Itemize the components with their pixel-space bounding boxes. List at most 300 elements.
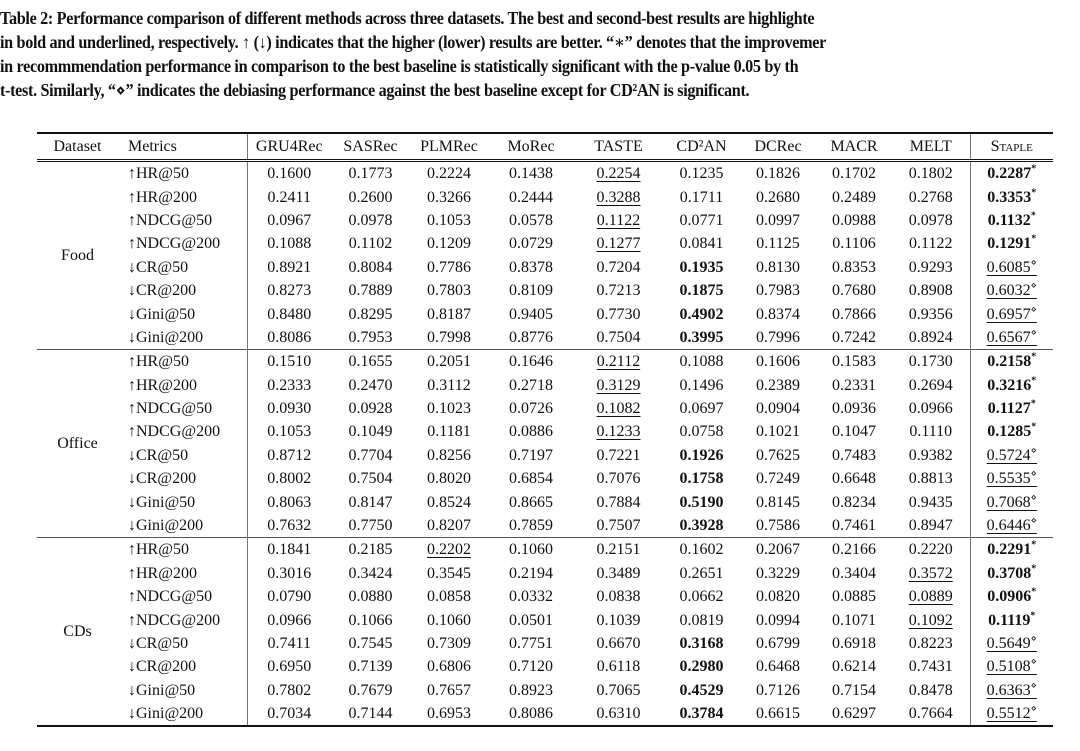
ours-value: 0.1119 [988, 611, 1031, 629]
ours-value: 0.6032 [986, 282, 1031, 300]
value-cell [488, 632, 574, 655]
value-text: 0.7750 [348, 517, 393, 535]
header-metrics: Metrics [128, 137, 177, 155]
value-text: 0.8207 [427, 517, 471, 535]
table-row [37, 608, 1053, 631]
value-text: 0.7802 [267, 681, 312, 699]
value-text: 0.0928 [348, 400, 393, 418]
value-text: 0.8353 [832, 258, 876, 276]
value-cell [331, 467, 410, 490]
value-text: 0.0771 [679, 211, 724, 229]
value-text: 0.8234 [832, 493, 876, 511]
value-cell [488, 326, 574, 350]
value-cell [247, 302, 331, 325]
value-text: 0.8712 [267, 446, 312, 464]
ours-cell [970, 209, 1053, 232]
value-text: 0.8378 [509, 258, 553, 276]
value-cell [331, 209, 410, 232]
value-cell [574, 350, 663, 374]
table-row [37, 562, 1053, 585]
value-text: 0.7076 [596, 470, 641, 488]
metric-label: ↑NDCG@200 [128, 611, 221, 629]
value-text: 0.2411 [267, 188, 311, 206]
value-text: 0.2651 [679, 564, 724, 582]
value-text: 0.7983 [756, 282, 800, 300]
significance-mark: ⋄ [1030, 280, 1037, 292]
value-text: 0.7730 [596, 305, 641, 323]
value-cell [247, 350, 331, 374]
value-text: 0.7483 [832, 446, 876, 464]
value-cell [331, 161, 410, 186]
dataset-group-office [37, 350, 1053, 538]
value-text: 0.2333 [267, 376, 312, 394]
value-cell [892, 632, 970, 655]
value-cell [740, 185, 816, 208]
value-text: 0.8187 [427, 305, 471, 323]
table-row [37, 256, 1053, 279]
value-cell [740, 350, 816, 374]
value-text: 0.4902 [679, 305, 724, 323]
value-cell [663, 585, 740, 608]
table-row [37, 585, 1053, 608]
value-cell [663, 161, 740, 186]
significance-mark: * [1031, 563, 1037, 575]
value-text: 0.6648 [832, 470, 876, 488]
value-cell [663, 326, 740, 350]
value-text: 0.0988 [832, 211, 876, 229]
ours-cell [970, 702, 1053, 726]
value-text: 0.3489 [596, 564, 641, 582]
value-text: 0.1106 [832, 235, 876, 253]
table-row [37, 209, 1053, 232]
value-cell [574, 302, 663, 325]
value-cell [247, 161, 331, 186]
value-text: 0.8923 [509, 681, 553, 699]
value-text: 0.0820 [756, 588, 800, 606]
value-text: 0.7632 [267, 517, 312, 535]
value-text: 0.0886 [509, 423, 553, 441]
ours-value-wrap [987, 517, 1037, 534]
value-cell [488, 397, 574, 420]
value-text: 0.6854 [509, 470, 553, 488]
value-cell [574, 374, 663, 397]
value-text: 0.0994 [756, 611, 800, 629]
header-method: MELT [909, 137, 952, 155]
value-text: 0.8086 [509, 705, 553, 723]
significance-mark: ⋄ [1030, 468, 1037, 480]
value-text: 0.6310 [596, 705, 641, 723]
value-cell [410, 679, 488, 702]
value-text: 0.0578 [509, 211, 553, 229]
value-cell [574, 608, 663, 631]
value-text: 0.1875 [679, 282, 724, 300]
value-text: 0.3168 [679, 635, 724, 652]
significance-mark: * [1031, 375, 1037, 387]
value-text: 0.1935 [679, 258, 724, 276]
ours-value: 0.2287 [987, 165, 1032, 183]
metric-label: ↓CR@50 [128, 446, 189, 464]
value-cell [816, 632, 892, 655]
ours-value-wrap [987, 329, 1037, 346]
value-text: 0.1602 [679, 541, 724, 559]
value-cell [740, 608, 816, 631]
value-text: 0.1606 [756, 353, 800, 371]
value-text: 0.6615 [756, 705, 800, 723]
value-text: 0.7431 [908, 658, 953, 676]
ours-value: 0.6085 [986, 258, 1031, 276]
value-cell [574, 514, 663, 538]
value-text: 0.7120 [509, 658, 553, 676]
value-cell [892, 326, 970, 350]
value-cell [663, 256, 740, 279]
value-cell [410, 632, 488, 655]
ours-value-wrap [987, 682, 1037, 699]
value-text: 0.7204 [596, 258, 641, 276]
value-cell [740, 632, 816, 655]
value-cell [488, 256, 574, 279]
value-text: 0.1773 [348, 165, 393, 183]
table-row [37, 302, 1053, 325]
value-cell [892, 161, 970, 186]
table-row [37, 444, 1053, 467]
value-cell [247, 397, 331, 420]
ours-value-wrap [987, 635, 1037, 652]
value-cell [816, 467, 892, 490]
significance-mark: ⋄ [1030, 657, 1037, 669]
value-cell [816, 232, 892, 255]
value-cell [740, 585, 816, 608]
value-cell [331, 538, 410, 562]
metric-label: ↑NDCG@50 [128, 211, 213, 229]
value-text: 0.7889 [348, 282, 393, 300]
ours-cell [970, 514, 1053, 538]
value-cell [663, 232, 740, 255]
value-text: 0.1277 [596, 235, 641, 253]
value-text: 0.2194 [509, 564, 553, 582]
performance-table [37, 132, 1053, 727]
value-text: 0.7786 [427, 258, 471, 276]
ours-value: 0.6957 [986, 305, 1031, 323]
value-cell [247, 444, 331, 467]
value-cell [331, 302, 410, 325]
significance-mark: * [1031, 422, 1037, 434]
value-text: 0.7154 [832, 681, 876, 699]
significance-mark: * [1030, 210, 1036, 222]
value-cell [892, 702, 970, 726]
value-text: 0.2202 [427, 541, 471, 559]
value-text: 0.6670 [596, 635, 641, 652]
value-cell [488, 514, 574, 538]
value-cell [574, 538, 663, 562]
value-text: 0.2980 [679, 658, 724, 676]
value-text: 0.7309 [427, 635, 471, 652]
value-cell [663, 632, 740, 655]
value-cell [331, 256, 410, 279]
value-cell [740, 655, 816, 678]
value-cell [574, 490, 663, 513]
value-text: 0.1039 [596, 611, 641, 629]
value-text: 0.1826 [756, 165, 800, 183]
value-cell [740, 302, 816, 325]
value-text: 0.1088 [267, 235, 312, 253]
ours-value-wrap [987, 447, 1037, 464]
value-cell [816, 514, 892, 538]
table-row [37, 420, 1053, 443]
value-cell [488, 585, 574, 608]
value-cell [663, 608, 740, 631]
value-cell [574, 467, 663, 490]
value-text: 0.1181 [427, 423, 471, 441]
value-text: 0.7679 [348, 681, 393, 699]
value-text: 0.3229 [756, 564, 800, 582]
value-text: 0.0758 [679, 423, 724, 441]
value-cell [740, 232, 816, 255]
value-cell [247, 562, 331, 585]
metric-label: ↓CR@200 [128, 470, 197, 488]
dataset-name: CDs [63, 623, 92, 641]
value-cell [488, 608, 574, 631]
ours-value-wrap [987, 235, 1036, 252]
table-row [37, 514, 1053, 538]
value-cell [574, 209, 663, 232]
value-text: 0.6118 [596, 658, 641, 676]
value-cell [740, 538, 816, 562]
ours-cell [970, 538, 1053, 562]
value-cell [663, 562, 740, 585]
ours-value: 0.1291 [987, 235, 1032, 253]
value-cell [816, 420, 892, 443]
value-cell [574, 702, 663, 726]
significance-mark: * [1031, 163, 1037, 175]
value-cell [488, 444, 574, 467]
ours-cell [970, 185, 1053, 208]
value-cell [247, 632, 331, 655]
value-cell [410, 467, 488, 490]
value-cell [410, 608, 488, 631]
value-text: 0.1655 [348, 353, 393, 371]
table-row [37, 350, 1053, 374]
value-cell [740, 490, 816, 513]
metric-label: ↓CR@50 [128, 258, 189, 276]
metric-label: ↓Gini@200 [128, 517, 204, 535]
header-method: PLMRec [420, 137, 478, 155]
metric-label: ↓CR@50 [128, 635, 189, 652]
value-cell [331, 562, 410, 585]
value-text: 0.3572 [908, 564, 953, 582]
header-method: SASRec [343, 137, 398, 155]
ours-cell [970, 397, 1053, 420]
value-text: 0.2768 [908, 188, 953, 206]
value-cell [816, 538, 892, 562]
value-text: 0.2224 [427, 165, 471, 183]
value-text: 0.1926 [679, 446, 724, 464]
value-cell [331, 655, 410, 678]
ours-value: 0.3216 [987, 376, 1032, 394]
value-cell [574, 655, 663, 678]
value-text: 0.1053 [267, 423, 312, 441]
value-text: 0.1092 [908, 611, 953, 629]
metric-label: ↑HR@200 [128, 376, 197, 394]
value-cell [816, 374, 892, 397]
metric-label: ↑NDCG@50 [128, 400, 213, 418]
value-text: 0.1122 [909, 235, 953, 253]
value-cell [892, 679, 970, 702]
header-dataset: Dataset [53, 137, 102, 155]
value-text: 0.8020 [427, 470, 471, 488]
value-cell [247, 467, 331, 490]
value-cell [574, 279, 663, 302]
value-cell [740, 420, 816, 443]
value-cell [740, 444, 816, 467]
value-cell [816, 444, 892, 467]
ours-cell [970, 679, 1053, 702]
value-cell [816, 256, 892, 279]
significance-mark: ⋄ [1030, 680, 1037, 692]
dataset-group-cds [37, 538, 1053, 727]
value-text: 0.7034 [267, 705, 312, 723]
value-cell [663, 655, 740, 678]
value-text: 0.1711 [679, 188, 724, 206]
value-text: 0.8273 [267, 282, 312, 300]
ours-value-wrap [987, 705, 1037, 722]
value-text: 0.0997 [756, 211, 800, 229]
value-text: 0.8665 [509, 493, 553, 511]
value-cell [816, 679, 892, 702]
value-cell [663, 302, 740, 325]
value-cell [892, 185, 970, 208]
significance-mark: * [1031, 234, 1037, 246]
value-text: 0.2331 [832, 376, 876, 394]
caption-line: t-test. Similarly, “⋄” indicates the debiasing performance against the best baseline except for CD²AN is significant. [0, 80, 750, 100]
value-cell [247, 702, 331, 726]
value-cell [740, 397, 816, 420]
value-cell [488, 279, 574, 302]
value-text: 0.8086 [267, 328, 312, 346]
value-text: 0.1021 [756, 423, 800, 441]
ours-value-wrap [987, 353, 1036, 370]
value-text: 0.8924 [908, 328, 953, 346]
value-text: 0.3112 [427, 376, 471, 394]
value-cell [892, 397, 970, 420]
value-text: 0.3784 [679, 705, 724, 723]
value-cell [816, 185, 892, 208]
ours-cell [970, 374, 1053, 397]
header-method: TASTE [594, 137, 643, 155]
metric-label: ↓Gini@200 [128, 328, 204, 346]
value-cell [663, 679, 740, 702]
significance-mark: ⋄ [1030, 703, 1037, 715]
ours-value-wrap [988, 212, 1036, 229]
value-text: 0.1066 [348, 611, 393, 629]
value-cell [488, 420, 574, 443]
value-text: 0.2166 [832, 541, 876, 559]
dataset-group-food [37, 161, 1053, 350]
header-method: CD²AN [676, 137, 727, 155]
dataset-name: Food [61, 247, 94, 265]
value-cell [410, 350, 488, 374]
value-text: 0.8524 [427, 493, 471, 511]
value-text: 0.2389 [756, 376, 800, 394]
value-cell [740, 702, 816, 726]
significance-mark: * [1031, 351, 1037, 363]
table-row [37, 397, 1053, 420]
value-text: 0.1049 [348, 423, 393, 441]
value-text: 0.7139 [348, 658, 393, 676]
value-cell [574, 679, 663, 702]
value-text: 0.2067 [756, 541, 800, 559]
value-cell [488, 161, 574, 186]
significance-mark: ⋄ [1030, 257, 1037, 269]
value-text: 0.7996 [756, 328, 800, 346]
value-cell [331, 350, 410, 374]
ours-cell [970, 420, 1053, 443]
value-text: 0.8145 [756, 493, 800, 511]
value-text: 0.7859 [509, 517, 553, 535]
value-text: 0.6799 [756, 635, 800, 652]
value-cell [331, 702, 410, 726]
value-text: 0.1646 [509, 353, 553, 371]
ours-value: 0.7068 [986, 493, 1031, 511]
value-text: 0.8480 [267, 305, 312, 323]
value-text: 0.1125 [756, 235, 800, 253]
ours-cell [970, 279, 1053, 302]
value-text: 0.6953 [427, 705, 471, 723]
value-text: 0.0501 [509, 611, 553, 629]
ours-cell [970, 490, 1053, 513]
value-text: 0.8084 [348, 258, 393, 276]
value-text: 0.7751 [509, 635, 553, 652]
value-cell [816, 279, 892, 302]
table-row [37, 326, 1053, 350]
value-cell [574, 185, 663, 208]
value-cell [816, 562, 892, 585]
value-cell [331, 232, 410, 255]
value-text: 0.0936 [832, 400, 876, 418]
value-cell [331, 420, 410, 443]
ours-value: 0.2158 [987, 353, 1032, 371]
value-text: 0.0332 [509, 588, 553, 606]
value-cell [488, 490, 574, 513]
value-cell [574, 326, 663, 350]
value-cell [574, 585, 663, 608]
value-text: 0.0726 [509, 400, 553, 418]
ours-cell [970, 161, 1053, 186]
ours-value: 0.1285 [987, 423, 1032, 441]
dataset-name: Office [57, 435, 98, 453]
value-text: 0.6297 [832, 705, 876, 723]
table-row [37, 232, 1053, 255]
value-text: 0.8147 [348, 493, 393, 511]
table-row [37, 467, 1053, 490]
value-text: 0.0966 [267, 611, 312, 629]
value-text: 0.0904 [756, 400, 800, 418]
value-cell [410, 538, 488, 562]
value-text: 0.5190 [679, 493, 724, 511]
caption-line: in bold and underlined, respectively. ↑ (↓) indicates that the higher (lower) results are better. “∗” denotes that the improvemer [0, 32, 827, 52]
significance-mark: ⋄ [1030, 445, 1037, 457]
value-cell [488, 562, 574, 585]
ours-value: 0.5724 [986, 446, 1031, 464]
ours-value-wrap [987, 565, 1036, 582]
metric-label: ↑NDCG@50 [128, 588, 213, 606]
ours-value: 0.5649 [986, 635, 1031, 652]
value-text: 0.1730 [908, 353, 953, 371]
value-cell [331, 608, 410, 631]
value-text: 0.0697 [679, 400, 724, 418]
value-text: 0.6806 [427, 658, 471, 676]
value-text: 0.2718 [509, 376, 553, 394]
value-cell [892, 374, 970, 397]
